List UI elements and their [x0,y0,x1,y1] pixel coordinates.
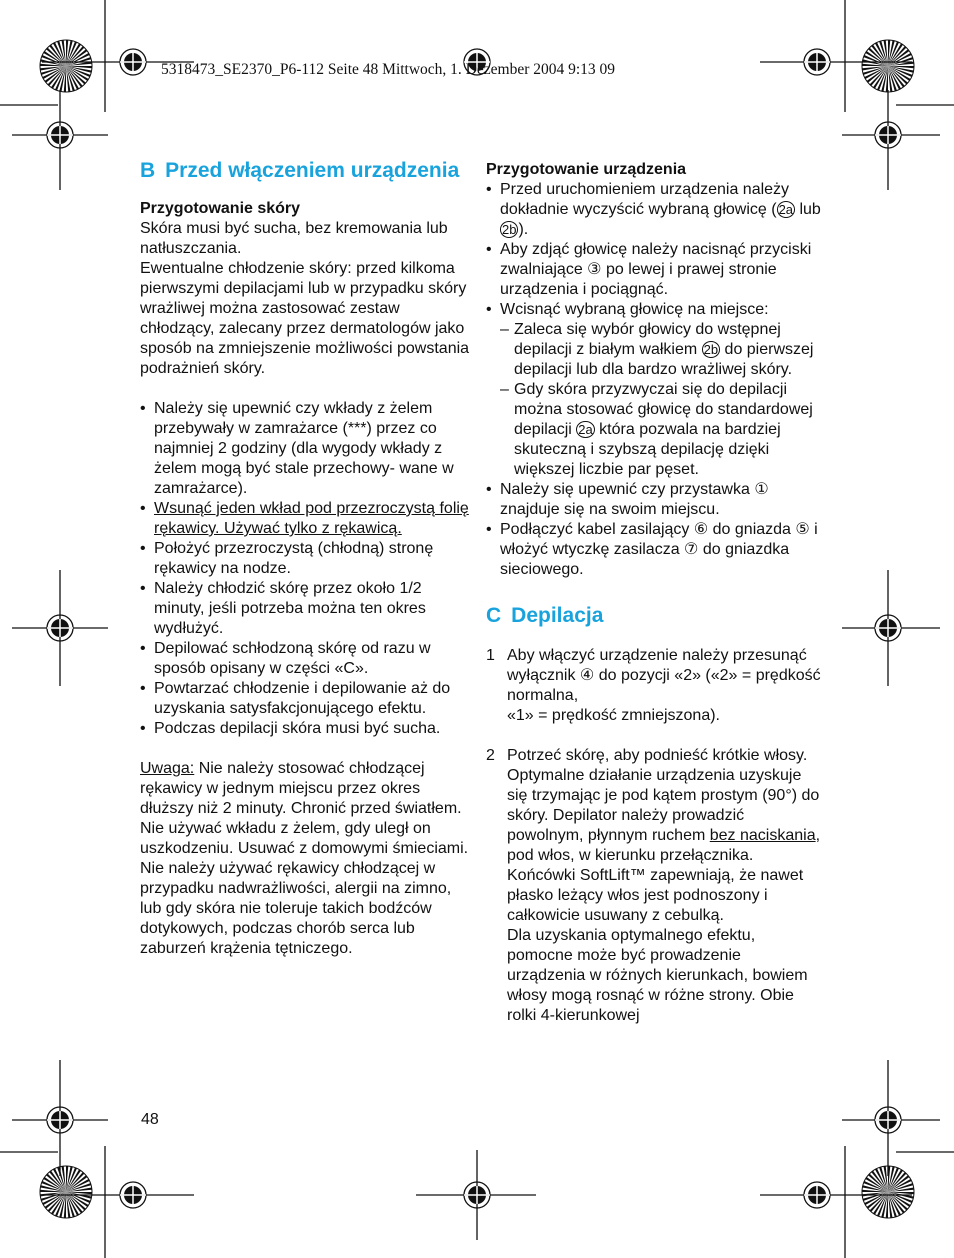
cooling-steps-list [140,399,470,739]
skin-heading: Przygotowanie skóry [140,200,301,217]
spacer [486,726,821,746]
text: «1» = prędkość zmniejszona). [507,707,720,724]
ref-label: 2a [578,422,593,437]
underlined-text: bez naciskania [709,827,816,844]
dash-item [500,320,821,380]
starburst-target [40,1166,92,1218]
list-item: • Należy się upewnić czy przystawka ① znajduje się na swoim miejscu. [486,480,821,520]
note-paragraph [140,759,470,959]
note-text: Nie należy stosować chłodzącej rękawicy w jednym miejscu przez okres dłuższy niż 2 minuty. Chronić przed światłem. Nie używać wkładu z żelem, gdy uległ on uszkodzeniu. Usuwać z domowymi śmieciami. Nie należy używać rękawicy chłodzącej w przypadku nadwrażliwości, alergii na zimno, lub gdy skóra nie toleruje takich bodźców dotykowych, podczas chorób serca lub zaburzeń krążenia tętniczego. [140,760,469,957]
section-title-text: Depilacja [511,604,604,627]
note-label: Uwaga: [140,760,195,777]
list-item: • Należy się upewnić czy wkłady z żelem przebywały w zamrażarce (***) przez co najmniej 2 godziny (dla wygody wkłady z żelem mogą być stale przechowy- wane w zamrażarce). [140,399,470,499]
page-number: 48 [141,1111,159,1128]
section-letter: B [140,159,156,182]
text: Zaleca się wybór głowicy do wstępnej depilacji z białym wałkiem [514,321,781,358]
registration-crosshair [120,49,146,75]
device-heading: Przygotowanie urządzenia [486,161,687,178]
registration-crosshair [804,49,830,75]
text: Aby włączyć urządzenie należy przesunąć wyłącznik ④ do pozycji «2» («2» = prędkość normalna, [507,647,821,704]
list-item: • Depilować schłodzoną skórę od razu w sposób opisany w części «C». [140,639,470,679]
list-item: • Aby zdjąć głowicę należy nacisnąć przyciski zwalniające ③ po lewej i prawej stronie urządzenia i pociągnąć. [486,240,821,300]
ref-2a [576,421,594,438]
section-c-title [486,605,821,627]
section-letter: C [486,604,502,627]
step-number: 2 [486,747,495,764]
text: ). [518,221,529,238]
list-item [486,180,821,240]
depilation-steps [486,646,821,1026]
ref-label: 2b [502,222,517,237]
ref-label: 2b [703,342,719,357]
list-item [486,300,821,480]
dash-item [500,380,821,480]
text: lub [795,201,821,218]
list-item: • Podłączyć kabel zasilający ⑥ do gniazda ⑤ i włożyć wtyczkę zasilacza ⑦ do gniazdka sieciowego. [486,520,821,580]
registration-crosshair [804,1182,830,1208]
ref-2a [777,201,795,218]
list-item [140,499,470,539]
text: Dla uzyskania optymalnego efektu, pomocne może być prowadzenie urządzenia w różnych kierunkach, bowiem włosy mogą rosnąć w różne strony. Obie rolki 4-kierunkowej [507,927,808,1024]
section-title-text: Przed włączeniem urządzenia [165,159,460,182]
list-item: • Podczas depilacji skóra musi być sucha. [140,719,470,739]
text: do pierwszej depilacji lub dla bardzo wrażliwej skóry. [514,341,814,378]
underlined-instruction: Wsunąć jeden wkład pod przezroczystą folię rękawicy. Używać tylko z rękawicą. [154,500,469,537]
text: , pod włos, w kierunku przełącznika. Końcówki SoftLift™ zapewniają, że nawet płasko leżący włos jest podnoszony i całkowicie usuwany z cebulką. [507,827,821,924]
list-item [486,746,821,1026]
device-steps-list [486,180,821,580]
list-item [486,646,821,726]
print-slug-header: 5318473_SE2370_P6-112 Seite 48 Mittwoch, 1. Dezember 2004 9:13 09 [161,61,616,78]
starburst-target [862,40,914,92]
text: Przed uruchomieniem urządzenia należy dokładnie wyczyścić wybraną głowicę ( [500,181,790,218]
right-column [486,160,821,1026]
text: Gdy skóra przyzwyczai się do depilacji można stosować głowicę do standardowej depilacji [514,381,813,438]
ref-2b [500,221,518,238]
ref-label: 2a [778,202,794,217]
text: Wcisnąć wybraną głowicę na miejsce: [500,301,769,318]
starburst-target [40,40,92,92]
list-item: • Powtarzać chłodzenie i depilowanie aż do uzyskania satysfakcjonującego efektu. [140,679,470,719]
step-number: 1 [486,647,495,664]
starburst-target [862,1166,914,1218]
ref-2b [702,341,720,358]
list-item: • Należy chłodzić skórę przez około 1/2 minuty, jeśli potrzeba można ten okres wydłużyć. [140,579,470,639]
list-item: • Położyć przezroczystą (chłodną) stronę rękawicy na nodze. [140,539,470,579]
skin-text: Skóra musi być sucha, bez kremowania lub natłuszczania. [140,220,448,257]
text: która pozwala na bardziej skuteczną i szybszą depilację dzięki większej liczbie par pęset. [514,421,781,478]
section-b-title [140,160,470,182]
left-column [140,160,470,959]
cooling-text: Ewentualne chłodzenie skóry: przed kilkoma pierwszymi depilacjami lub w przypadku skóry wrażliwej można zastosować zestaw chłodzący, zalecany przez dermatologów jako sposób na zmniejszenie możliwości powstania podrażnień skóry. [140,260,470,377]
text: Potrzeć skórę, aby podnieść krótkie włosy. Optymalne działanie urządzenia uzyskuje się trzymając je pod kątem prostym (90°) do skóry. Depilator należy prowadzić powolnym, płynnym ruchem [507,747,820,844]
registration-crosshair [120,1182,146,1208]
